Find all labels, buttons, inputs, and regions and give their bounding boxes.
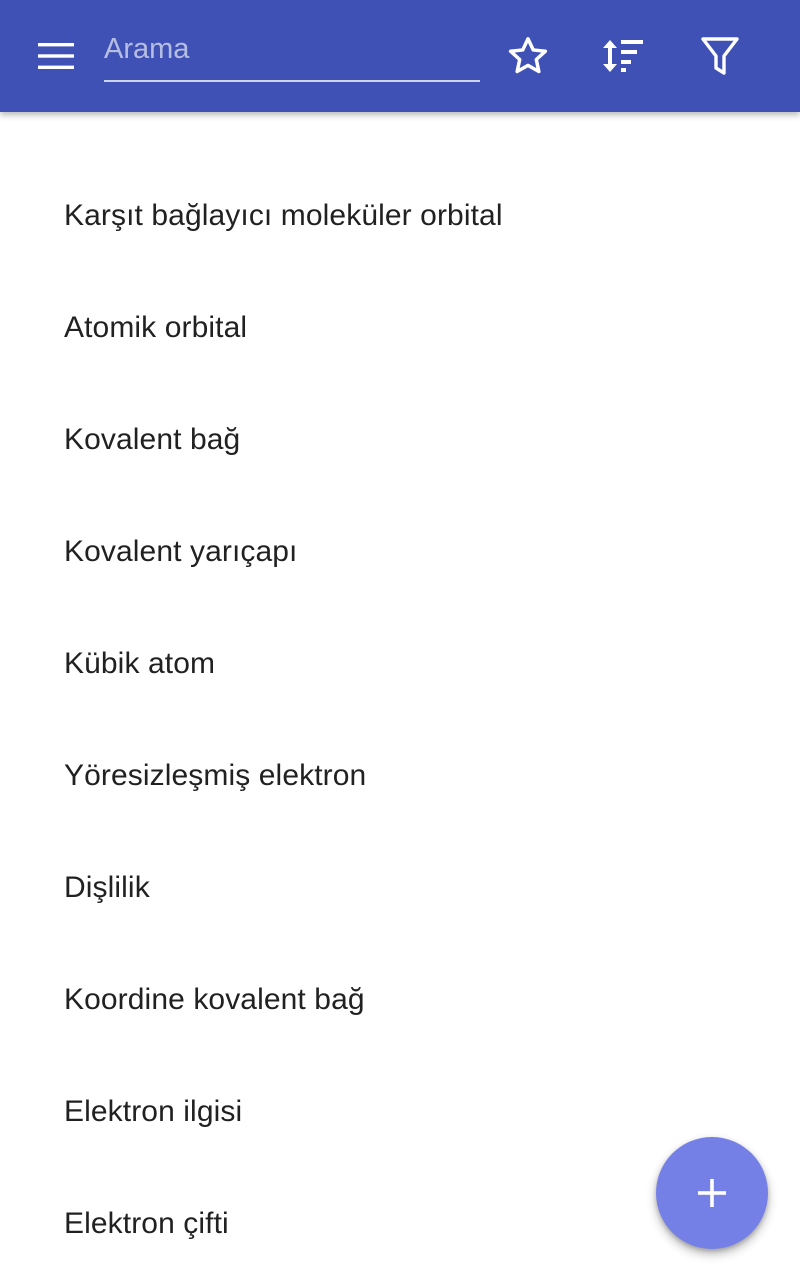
- plus-icon: [696, 1177, 728, 1209]
- list-item-label: Koordine kovalent bağ: [64, 983, 365, 1016]
- list-item-label: Yöresizleşmiş elektron: [64, 759, 367, 792]
- list-item-label: Atomik orbital: [64, 311, 248, 344]
- list-item[interactable]: [0, 944, 800, 1056]
- add-button[interactable]: [656, 1137, 768, 1249]
- list-item[interactable]: [0, 496, 800, 608]
- list-item[interactable]: [0, 272, 800, 384]
- star-outline-icon: [506, 34, 550, 78]
- list-item[interactable]: [0, 608, 800, 720]
- list-item-label: Kovalent yarıçapı: [64, 535, 298, 568]
- hamburger-menu-icon: [36, 41, 76, 71]
- menu-button[interactable]: [20, 22, 92, 90]
- list-item-label: Dişlilik: [64, 871, 150, 904]
- list-item[interactable]: [0, 160, 800, 272]
- sort-icon: [600, 34, 648, 78]
- filter-button[interactable]: [690, 26, 750, 86]
- list-item-label: Elektron ilgisi: [64, 1095, 243, 1128]
- list-item[interactable]: [0, 832, 800, 944]
- list-item[interactable]: [0, 384, 800, 496]
- list-item[interactable]: [0, 720, 800, 832]
- list-item-label: Karşıt bağlayıcı moleküler orbital: [64, 199, 503, 232]
- sort-button[interactable]: [594, 26, 654, 86]
- filter-icon: [700, 35, 740, 77]
- list-item-label: Kovalent bağ: [64, 423, 241, 456]
- term-list: [0, 160, 800, 1280]
- top-app-bar: [0, 0, 800, 112]
- list-item-label: Elektron çifti: [64, 1207, 229, 1240]
- search-field: [104, 26, 480, 82]
- favorites-button[interactable]: [498, 26, 558, 86]
- search-input[interactable]: [104, 26, 480, 72]
- list-item-label: Kübik atom: [64, 647, 216, 680]
